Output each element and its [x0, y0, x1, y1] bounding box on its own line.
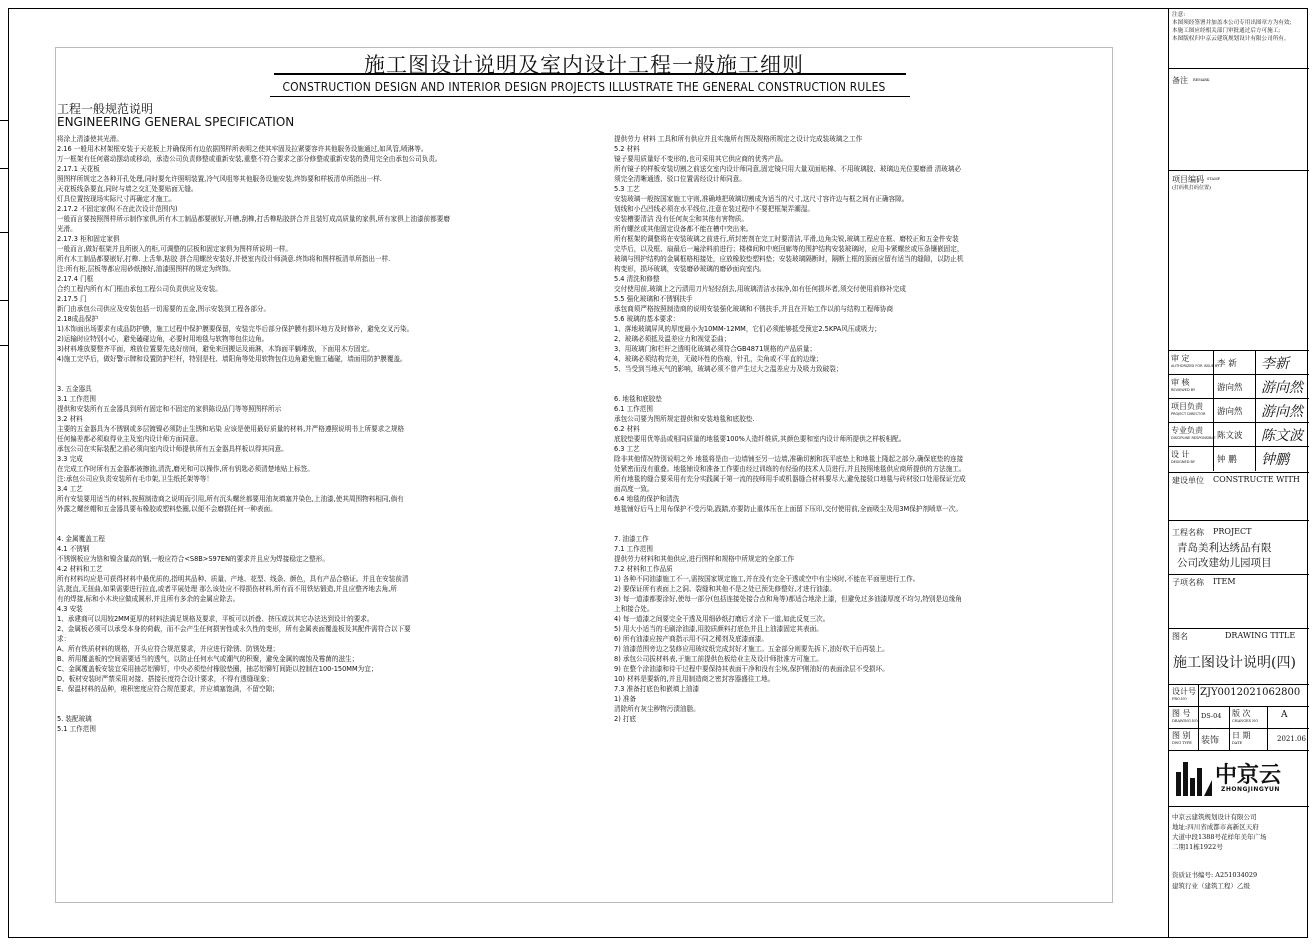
spec-line: 5、当受到当地天气的影响，玻璃必须不曾产生过大之温差应力及吸力致破裂；	[614, 365, 843, 373]
spec-line: 1) 各种不同油漆施工不一,需按国家规定施工,并在没有完全干透或空中有尘埃时,不能在平面里进行工作。	[614, 575, 920, 583]
left-binding-marks	[0, 0, 8, 946]
spec-line: E、保温材料的品种，堆积密度应符合规范要求，并应填塞饱满，不留空隙；	[57, 685, 279, 693]
signature-role: 项目负责	[1171, 402, 1203, 411]
spec-line: 4.3 安装	[57, 605, 83, 613]
signature-role-en: DESIGNED BY	[1171, 460, 1195, 464]
construct-label: 建设单位	[1172, 476, 1204, 485]
spec-line: 5. 装配玻璃	[57, 715, 92, 723]
divider	[1213, 423, 1214, 447]
signature-handwriting: 钟鹏	[1261, 452, 1289, 468]
spec-line: 5) 用大小适当的毛刷涂油漆,用胶质颜料打底色并且上油漆固定其表面。	[614, 625, 823, 633]
spec-line	[57, 514, 605, 524]
page-title-en: CONSTRUCTION DESIGN AND INTERIOR DESIGN PROJECTS ILLUSTRATE THE GENERAL CONSTRUCTION RULES	[282, 79, 886, 94]
project-name: 青岛美利达绣品有限	[1177, 542, 1272, 554]
divider	[1169, 170, 1309, 171]
spec-line: 万一框架有任何震动摆动或移动，承造公司负责修整或重新安装,重整不符合要求之部分修整或重新安装的费用完全由承包公司负责。	[57, 155, 442, 163]
spec-line: 4) 每一道漆之间要完全干透及用细砂纸打磨后才涂下一道,如此反复三次。	[614, 615, 830, 623]
drawing-label: 图名	[1172, 632, 1188, 641]
signature-role-en: PROJECT DIRECTOR	[1171, 412, 1206, 416]
date-label: 日 期	[1232, 731, 1251, 740]
signature-row	[1169, 374, 1309, 397]
spec-line	[57, 374, 605, 384]
divider	[1255, 447, 1256, 471]
spec-line: 3.2 材料	[57, 415, 83, 423]
spec-line	[57, 704, 605, 714]
spec-line	[614, 384, 1114, 394]
spec-line: 注:所有柜,层板等都应用砂纸擦好,油漆照图样的规定为终饰。	[57, 265, 235, 273]
spec-line: 一般而言要按照图样所示制作家俱,所有木工制品都要嵌好,开槽,刮榫,打舌榫粘胶拼合并且装钉成高质量的家俱,所有家俱上油漆前都要磨	[57, 215, 450, 223]
divider	[1255, 351, 1256, 375]
divider	[1213, 351, 1214, 375]
signature-handwriting: 游向然	[1261, 404, 1303, 420]
cert-line: 资质证书编号: A251034029	[1172, 871, 1258, 879]
note-line: 本图版权归中京云建筑规划设计有限公司所有。	[1172, 36, 1290, 42]
version: A	[1281, 710, 1288, 720]
spec-line: 3) 每一道漆都要涂好,使每一部分(包括连接处接合点和角等)都适合地涂上漆，但避免过多油漆厚度不均匀,特别是边缘角	[614, 595, 962, 603]
spec-line: 照图样所规定之各种开孔处理,同时要允许照明装置,冷气风咀等其他服务设施安装,终饰要和样板清单所指出一样.	[57, 175, 382, 183]
section-heading: 工程一般规范说明	[57, 102, 154, 116]
spec-line: 安装玻璃一般按国家施工守则,准确地把玻璃切割成为适当的尺寸,这尺寸容许边与框之间有正确容隙。	[614, 195, 909, 203]
spec-line	[614, 524, 1114, 534]
item-label: 子项名称	[1172, 578, 1204, 587]
spec-line: 任何偏差都必须取得业主及室内设计师方面同意。	[57, 435, 203, 443]
design-no-label: 设计号	[1172, 687, 1196, 696]
spec-line: 4.1 不锈钢	[57, 545, 90, 553]
spec-right-column	[614, 134, 1114, 724]
divider	[1169, 706, 1309, 707]
spec-line: 灯具位置按现场实际尺寸再确定才施工。	[57, 195, 176, 203]
divider	[1255, 423, 1256, 447]
divider	[1169, 628, 1309, 629]
spec-left-column	[57, 134, 605, 734]
page-title: 施工图设计说明及室内设计工程一般施工细则	[364, 53, 804, 77]
project-code-sub: (打码机打码位置)	[1172, 185, 1211, 191]
signature-row	[1169, 350, 1309, 373]
company-info	[1172, 812, 1267, 852]
spec-line: 所有安装要用适当的材料,按照制造商之说明而引用,所有沉头螺丝都要用油灰填塞并染色,上油漆,使其周围物料相同,倘有	[57, 495, 404, 503]
signature-role-en: REVIEWED BY	[1171, 388, 1196, 392]
spec-line: 6.4 地毯的保护和清洗	[614, 495, 680, 503]
spec-line: 6.2 材料	[614, 425, 640, 433]
spec-line: 8) 承包公司拔材料表,于施工前提供色板给业主及设计师批准方可施工。	[614, 655, 823, 663]
spec-line: 3.4 工艺	[57, 485, 83, 493]
spec-line: 镜子要用质量好不变形的,也可采用其它供应商的优秀产品。	[614, 155, 788, 163]
notes	[1172, 11, 1291, 43]
spec-line: 5.6 玻璃的基本要求：	[614, 315, 680, 323]
spec-line: 4)施工完毕后，做好警示牌和设置防护栏杆，特别是柱、墙阳角等处用软物包住边角避免施工磕碰，墙面用防护膜覆盖。	[57, 355, 407, 363]
signature-name: 李 新	[1217, 359, 1237, 369]
spec-line: 3.3 完成	[57, 455, 83, 463]
signature-role: 专业负责	[1171, 426, 1203, 435]
spec-line: 5.1 工作范围	[57, 725, 96, 733]
signature-role: 审 核	[1171, 378, 1190, 387]
spec-line: 清除所有灰尘秽物污渍油脂。	[614, 705, 700, 713]
signature-name: 陈文波	[1217, 431, 1243, 441]
spec-line: 6.1 工作范围	[614, 405, 653, 413]
spec-line: 2)运输时应特别小心，避免磕碰边角，必要时用地毯与软物等包住边角。	[57, 335, 269, 343]
spec-line: C、金属覆盖板安装宜采用抽芯铝铆钉，中央必须垫付橡胶垫圈，抽芯铝铆钉间距以控制在100-150MM为宜；	[57, 665, 378, 673]
company-logo-en: ZHONGJINGYUN	[1221, 786, 1280, 793]
spec-line	[57, 524, 605, 534]
company-logo-text: 中京云	[1215, 763, 1282, 788]
spec-line: 5.4 清洗和修整	[614, 275, 660, 283]
category-label-en: DWG TYPE	[1172, 741, 1192, 745]
design-no-label-en: PRO.NO	[1172, 697, 1187, 701]
spec-line: 6.3 工艺	[614, 445, 640, 453]
drawing-title: 施工图设计说明(四)	[1173, 655, 1296, 671]
date-label-en: DATE	[1232, 741, 1243, 745]
spec-line: 7.3 准备打底色和嵌填上油漆	[614, 685, 700, 693]
spec-line: 4.2 材料和工艺	[57, 565, 103, 573]
divider	[1169, 574, 1309, 575]
spec-line: 在完成工作时所有五金器都被擦油,清洗,磨光和可以操作,所有钥匙必须清楚地贴上标签。	[57, 465, 314, 473]
signature-row	[1169, 446, 1309, 469]
category: 装饰	[1201, 736, 1220, 746]
divider	[1198, 684, 1199, 706]
spec-line: 处紧密而没有重叠。地毯铺设和准备工作要由经过训练的有经验的技术人员进行,并且按照地毯供应商所提供的方法施工。	[614, 465, 966, 473]
project-code-stamp: STAMP	[1207, 177, 1221, 181]
spec-line	[57, 694, 605, 704]
spec-line: 10) 材料是要新的,并且用制造商之密封容器盛往工地。	[614, 675, 775, 683]
spec-line: 2.17.5 门	[57, 295, 87, 303]
spec-line: 将涂上清漆使其光滑。	[57, 135, 123, 143]
spec-line: 1、落地玻璃屏风的厚度最小为10MM-12MM，它们必须能够抵受预定2.5KPA风压或吸力；	[614, 325, 881, 333]
spec-line: 9) 在整个涂油漆和待干过程中要保持其表面干净和没有尘埃,保护刚油好的表面涂层不受损坏。	[614, 665, 889, 673]
signature-handwriting: 陈文波	[1261, 428, 1303, 444]
company-info-line: 大道中段1388号花样年美年广场	[1172, 833, 1267, 841]
drawing-label-en: DRAWING TITLE	[1225, 631, 1296, 640]
item-label-en: ITEM	[1213, 577, 1236, 586]
divider	[1169, 68, 1309, 69]
drawing-no-label: 图 号	[1172, 709, 1191, 718]
company-info-line: 中京云建筑规划设计有限公司	[1172, 813, 1257, 821]
spec-line: 5.2 材料	[614, 145, 640, 153]
signature-handwriting: 李新	[1261, 356, 1289, 372]
signature-name: 游向然	[1217, 407, 1243, 417]
spec-line: 面高度一致。	[614, 485, 654, 493]
section-heading-en: ENGINEERING GENERAL SPECIFICATION	[57, 115, 295, 129]
spec-line: 2、玻璃必须抵及温差应力和视觉歪曲；	[614, 335, 731, 343]
divider	[1213, 447, 1214, 471]
divider	[1169, 472, 1309, 473]
spec-line	[614, 374, 1114, 384]
spec-line: 1)木饰面出场要求有成品防护膜，施工过程中保护膜要保留，安装完毕后部分保护膜有损坏地方及时修补，避免交叉污染。	[57, 325, 414, 333]
project-label: 工程名称	[1172, 528, 1204, 537]
spec-line: 7.2 材料和工作品质	[614, 565, 673, 573]
spec-line: 3、用玻璃门和栏杆之透明化玻璃必须符合GB4871规格的产品质量；	[614, 345, 817, 353]
spec-line: 5.5 强化玻璃和不锈钢扶手	[614, 295, 693, 303]
spec-line: 地毯铺好后马上用布保护不受污染,践踏,亦要防止重体压在上面留下压印,交付使用前,全面吸尘及用3M保护剂喷草一次。	[614, 505, 962, 513]
category-label: 图 别	[1172, 731, 1191, 740]
note-line: 本图须经签署并加盖本公司专用出图章方为有效;	[1172, 20, 1292, 26]
title-en-underline	[270, 96, 910, 97]
spec-line: 2.17.1 天花板	[57, 165, 100, 173]
spec-line: 提供劳力 材料 工具和所有供应并且实施所有图及规格所规定之设计完成装玻璃之工作	[614, 135, 863, 143]
version-label: 版 次	[1232, 709, 1251, 718]
spec-line: 2、金属板必须可以承受本身的荷载，而不会产生任何损害性或永久性的变形，所有金属表面覆盖板及其配件需符合以下要	[57, 625, 411, 633]
spec-line: 洁,挺直,无扭曲,如果需要进行拉直,或者平展处理 那么该处应不得损伤材料,所有而不用铁钻锻造,并且应整齐地去角,所	[57, 585, 397, 593]
spec-line: 承包商须严格按照制造商的说明安装强化玻璃和不锈扶手,并且在开始工作以前与结构工程师协商	[614, 305, 894, 313]
spec-line: 3.1 工作范围	[57, 395, 96, 403]
spec-line: 所有材料均应是可获得材料中最优质的,指明其品种、质量、产地、花型、线条、颜色，具有产品合格证。并且在安装前清	[57, 575, 409, 583]
company-logo-icon	[1174, 758, 1214, 798]
spec-line: 提供和安装所有五金器具到所有固定和不固定的家俱陈设品门等等照图样所示	[57, 405, 282, 413]
spec-line: 2) 要保证所有表面上之洞、裂缝和其他不是之处已预先修整好,才进行油漆。	[614, 585, 836, 593]
spec-line: 主要的五金器具为不锈钢或多层镀镍必须防止生锈和玷染 应该是使用最好质量的材料,并严格遵照说明书上所要求之规格	[57, 425, 405, 433]
divider	[1255, 375, 1256, 399]
spec-line: 3. 五金器具	[57, 385, 92, 393]
divider	[1213, 375, 1214, 399]
spec-line: A、所有铁质材料的规格，开头应符合规范要求，并应进行除锈、防锈处理；	[57, 645, 280, 653]
spec-line: 3)材料堆放要整齐平面，堆放位置要先选好房间，避免来回搬运及雨淋，木饰面平躺堆放，下面用木方固定。	[57, 345, 374, 353]
spec-line: 求：	[57, 635, 71, 643]
spec-line: 4. 金属覆盖工程	[57, 535, 105, 543]
signature-role: 审 定	[1171, 354, 1190, 363]
divider	[1169, 520, 1309, 521]
remark-label: 备注	[1172, 76, 1188, 85]
signature-role-en: AUTHORIZED FOR ISSUE BY	[1171, 364, 1220, 368]
version-label-en: CHANGES NO	[1232, 719, 1259, 723]
project-label-en: PROJECT	[1213, 527, 1252, 536]
spec-line: 4、玻璃必须结构完美，无破坏性的伤痕，针孔，尖角或不平直的边缘；	[614, 355, 823, 363]
drawing-no-label-en: DRAWING NO.	[1172, 719, 1199, 723]
company-info-line: 二期11栋1922号	[1172, 843, 1223, 851]
signature-role: 设 计	[1171, 450, 1190, 459]
spec-line: 合约工程内所有木门框由承包工程公司负责供应及安装。	[57, 285, 222, 293]
spec-line: 6. 地毯和底胶垫	[614, 395, 662, 403]
spec-line: 划线和小凸凹线必须在水平线位,注意在装过程中不要把框架弄潮湿。	[614, 205, 814, 213]
spec-line: 玻璃与围护结构的金属框格相接处，应放橡胶垫塑料垫；安装玻璃隔断时，隔断上框的顶面应留有适当的缝隙，以防止机	[614, 255, 964, 263]
spec-line: 2.16 一般用木材架框安装于天花板上并确保所有边依据图样所表明之使其牢固及拉紧要容许其他服务设施通过,如风管,喷淋等。	[57, 145, 428, 153]
signature-role-en: DISCIPLINE RESPONSIBLE	[1171, 436, 1216, 440]
project-name: 公司改建幼儿园项目	[1177, 557, 1272, 569]
spec-line	[614, 514, 1114, 524]
spec-line: 所有框架的调整将在安装玻璃之前进行,所封密剂在完工时要清洁,平滑,边角尖锐,玻璃工程应在框、磨校正和五金件安装	[614, 235, 959, 243]
design-no: ZJY0012021062800	[1200, 687, 1301, 698]
spec-line: 除非其他情况特别说明之外 地毯将是由一边墙铺至另一边墙,准确切割和抚平底垫上和地毯上隆起之部分,确保底垫的连接	[614, 455, 964, 463]
title-block	[1168, 8, 1308, 938]
project-code-label: 项目编码	[1172, 175, 1204, 184]
signature-row	[1169, 398, 1309, 421]
divider	[1169, 806, 1309, 807]
spec-line: 2) 打底	[614, 715, 637, 723]
divider	[1169, 684, 1309, 685]
signature-name: 钟 鹏	[1217, 455, 1237, 465]
spec-line: 光滑。	[57, 225, 77, 233]
divider	[1255, 399, 1256, 423]
note-line: 注意:	[1172, 12, 1186, 18]
spec-line: 新门由承包公司供应及安装包括一切需要的五金,图示安装到工程各部分。	[57, 305, 271, 313]
spec-line: 所有螺丝或其他固定设备都不能在槽中突出来。	[614, 225, 753, 233]
spec-line: 7. 油漆工作	[614, 535, 649, 543]
spec-line: 所有镜子的样板安装切割之前送交室内设计师同意,固定镜只用大量双面贴棉、不用玻璃胶、玻璃边光位要磨滑 清玻璃必	[614, 165, 962, 173]
spec-line: 上和接合处。	[614, 605, 654, 613]
cert-line: 建筑行业（建筑工程）乙级	[1172, 882, 1250, 890]
spec-line: 构变形，损坏玻璃，安装磨砂玻璃的磨砂面向室内。	[614, 265, 766, 273]
spec-line: 2.17.4 门框	[57, 275, 94, 283]
spec-line: D、板材安装时严禁采用对接、搭接长度符合设计要求，不得有透缝现象；	[57, 675, 274, 683]
spec-line: 7.1 工作范围	[614, 545, 653, 553]
divider	[1213, 399, 1214, 423]
spec-line: 底胶垫要用优等品或相同质量的地毯要100%人造纤维质,其颜色要和室内设计师所提供之样板相配。	[614, 435, 906, 443]
note-line: 本施工图应经相关部门审批通过后方可施工;	[1172, 28, 1281, 34]
spec-line: 2.18成品保护	[57, 315, 99, 323]
spec-line: 承包公司要为图所规定提供和安装地毯和底胶垫.	[614, 415, 755, 423]
spec-line: 安装槽要清洁 没有任何灰尘和其他有害物质。	[614, 215, 748, 223]
spec-line: 承包公司在实际装配之前必须向室内设计师提供所有五金器具样板以得其同意。	[57, 445, 288, 453]
spec-line: 6) 所有油漆应按产商指示用不同之稀剂及底漆面漆。	[614, 635, 768, 643]
spec-line: 2.17.2 不固定家俱(不在此次设计范围内)	[57, 205, 178, 213]
signature-handwriting: 游向然	[1261, 380, 1303, 396]
certificate	[1172, 870, 1257, 892]
spec-line: 5.3 工艺	[614, 185, 640, 193]
spec-line: 交付使用前,玻璃上之污渍用刀片轻轻刮去,用玻璃清洁水抹净,如有任何损坏者,须交付使用前修补完成	[614, 285, 906, 293]
date: 2021.06	[1277, 735, 1306, 743]
spec-line: B、所用覆盖板的空间需要适当的透气，以防止任何水气或潮气的积聚，避免金属的腐蚀及霉菌的滋生；	[57, 655, 359, 663]
spec-line: 1) 准备	[614, 695, 637, 703]
spec-line: 完毕后，以及框、扇最后一遍涂料前进行；楼梯间和中庭回廊等的围护结构安装玻璃时，应用卡紧螺丝或压条镶嵌固定，	[614, 245, 964, 253]
spec-line: 所有地毯的缝合要采用有充分实践属于第一流的技师用手或机器缝合材料要尽大,避免接驳口地毯与砖材驳口处需保证完成	[614, 475, 966, 483]
signature-name: 游向然	[1217, 383, 1243, 393]
title-underline	[274, 73, 906, 75]
divider	[1169, 728, 1309, 729]
spec-line: 2.17.3 柜和固定家俱	[57, 235, 120, 243]
spec-line: 1、承建商可以用较2MM更厚的材料法满足规格及要求，平板可以折叠、挤压或以其它办法达到设计的要求。	[57, 615, 374, 623]
spec-line: 外露之螺丝帽和五金器具要布橡胶或塑料垫圈,以便不会磨损任何一种表面。	[57, 505, 277, 513]
signature-row	[1169, 422, 1309, 445]
spec-line: 一般而言,做好框架并且所嵌入的柜,可调整的层板和固定家俱为图样所说明一样。	[57, 245, 292, 253]
spec-line: 须完全清晰通透、驳口位置需经设计师同意。	[614, 175, 746, 183]
spec-line: 7) 油漆范围旁边之装修应用玻纹纸完成封好才施工。五金部分则要先拆下,油好吹干后再装上。	[614, 645, 889, 653]
company-info-line: 地址:四川省成都市高新区天府	[1172, 823, 1259, 831]
spec-line	[57, 364, 605, 374]
construct-label-en: CONSTRUCTE WITH	[1213, 475, 1300, 484]
spec-line: 天花板线条要直,同时与墙之交汇处要贴面无缝。	[57, 185, 198, 193]
spec-line: 注:承包公司应负责安装所有毛巾架,卫生纸托架等等！	[57, 475, 213, 483]
spec-line: 不锈钢板应为铬和镍含量高的钢,一般应符合<S8B>S97EN的要求并且应为焊接稳定之整形。	[57, 555, 329, 563]
spec-line: 提供劳力材料和其他供应,进行图样和规格中所规定的全部工作	[614, 555, 795, 563]
spec-line: 有的焊接,标和小木块应做成圆形,并且所有多余的金属应除去。	[57, 595, 240, 603]
drawing-no: DS-04	[1201, 712, 1222, 720]
remark-label-en: REMARK	[1193, 78, 1210, 82]
spec-line: 所有木工制品都要嵌好,打榫. 上舌隼,粘胶 拼合用螺丝安装好,并使室内设计师满意.终饰将和图样板清单所指出一样.	[57, 255, 391, 263]
divider	[1169, 750, 1309, 751]
